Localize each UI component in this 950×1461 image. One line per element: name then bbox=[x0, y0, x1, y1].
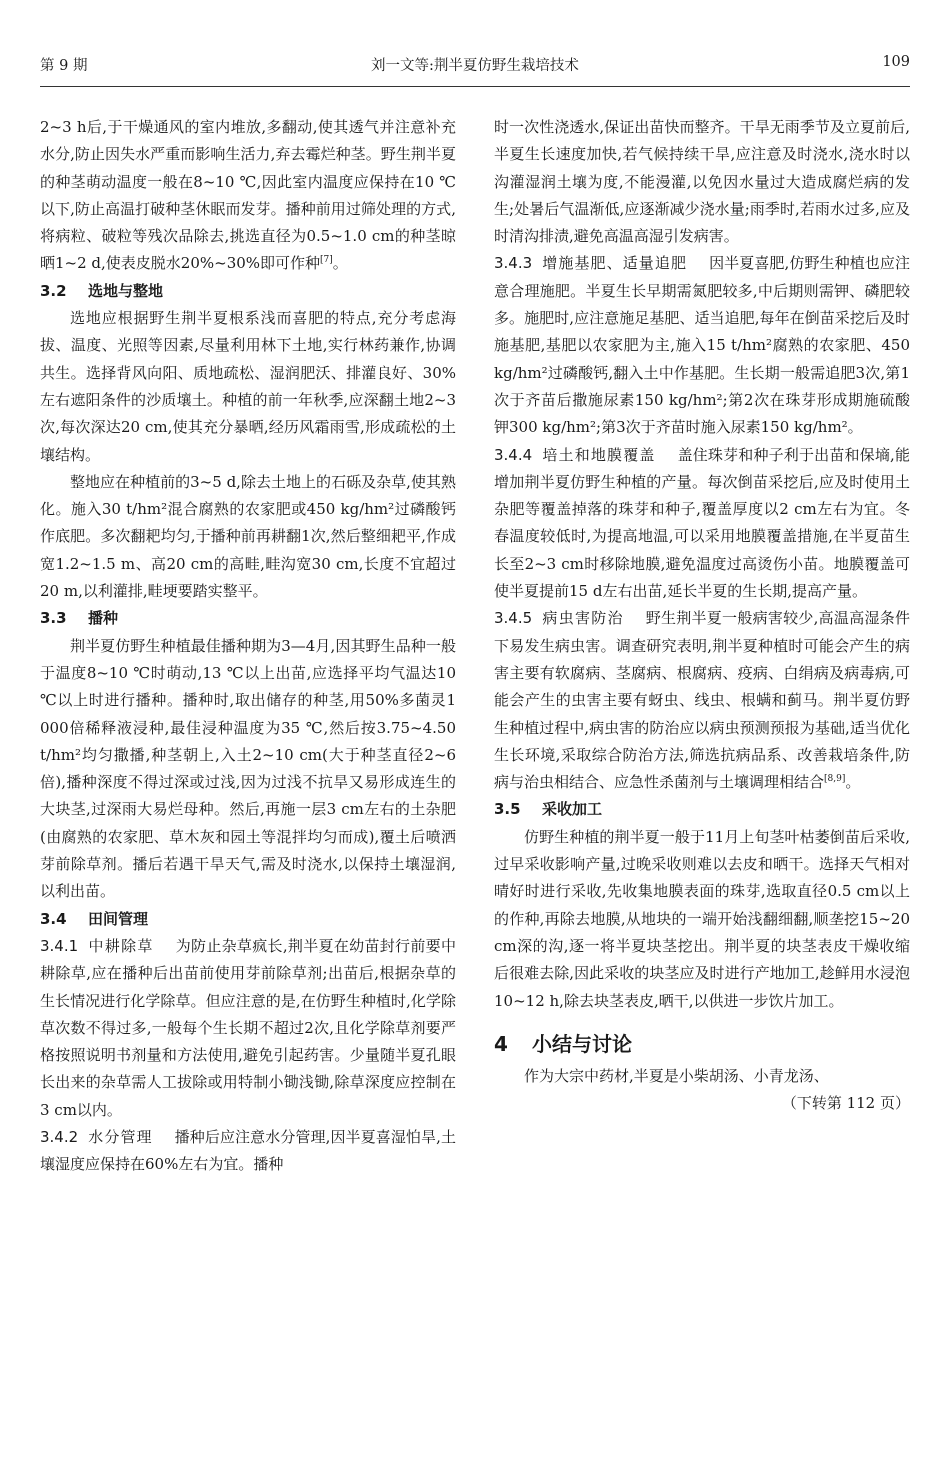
paragraph-water-management: 3.4.2 水分管理 播种后应注意水分管理,因半夏喜湿怕旱,土壤湿度应保持在60%左右为宜。播种 bbox=[40, 1127, 456, 1174]
paragraph-land-prep: 整地应在种植前的3~5 d,除去土地上的石砾及杂草,使其熟化。施入30 t/hm²混合腐熟的农家肥或450 kg/hm²过磷酸钙作底肥。多次翻耙均匀,于播种前再耕翻1次,然后整细耙平,作成宽1.2~1.5 m、高20 cm的高畦,畦沟宽30 cm,长度不宜超过20 m,以利灌排,畦埂要踏实整平。 bbox=[40, 472, 456, 601]
paragraph-mulching: 3.4.4 培土和地膜覆盖 盖住珠芽和种子利于出苗和保墒,能增加荆半夏仿野生种植的产量。每次倒苗采挖后,应及时使用土杂肥等覆盖掉落的珠芽和种子,覆盖厚度以2 cm左右为宜。冬春温度较低时,为提高地温,可以采用地膜覆盖措施,在半夏苗生长至2~3 cm时移除地膜,避免温度过高烫伤小苗。地膜覆盖可使半夏提前15 d左右出苗,延长半夏的生长期,提高产量。 bbox=[494, 445, 910, 601]
paragraph-fertilization: 3.4.3 增施基肥、适量追肥 因半夏喜肥,仿野生种植也应注意合理施肥。半夏生长早期需氮肥较多,中后期则需钾、磷肥较多。施肥时,应注意施足基肥、适当追肥,每年在倒苗采挖后及时施基肥,基肥以农家肥为主,施入15 t/hm²腐熟的农家肥、450 kg/hm²过磷酸钙,翻入土中作基肥。生长期一般需追肥3次,第1次于齐苗后撒施尿素150 kg/hm²;第2次在珠芽形成期施硫酸钾300 kg/hm²;第3次于齐苗时施入尿素150 kg/hm²。 bbox=[494, 254, 910, 437]
subsection-number-3-4-5: 3.4.5 bbox=[494, 609, 533, 628]
subsection-title-3-4-3: 增施基肥、适量追肥 bbox=[542, 254, 688, 273]
citation-ref: [8,9] bbox=[824, 774, 846, 785]
paragraph-water-management-cont: 时一次性浇透水,保证出苗快而整齐。干旱无雨季节及立夏前后,半夏生长速度加快,若气候持续干旱,应注意及时浇水,浇水时以沟灌湿润土壤为度,不能漫灌,以免因水量过大造成腐烂病的发生;处暑后气温渐低,应逐渐减少浇水量;雨季时,若雨水过多,应及时清沟排渍,避免高温高湿引发病害。 bbox=[494, 118, 910, 246]
citation-ref: [7] bbox=[320, 255, 333, 266]
section-heading-3-3: 3.3 播种 bbox=[40, 609, 119, 628]
subsection-title-3-4-2: 水分管理 bbox=[88, 1127, 153, 1146]
subsection-title-3-4-5: 病虫害防治 bbox=[542, 609, 624, 628]
subsection-number-3-4-1: 3.4.1 bbox=[40, 936, 79, 955]
left-column bbox=[40, 114, 456, 1179]
header-rule bbox=[40, 86, 910, 87]
paragraph-sowing: 荆半夏仿野生种植最佳播种期为3—4月,因其野生品种一般于温度8~10 ℃时萌动,13 ℃以上出苗,应选择平均气温达10 ℃以上时进行播种。播种时,取出储存的种茎,用50%多菌灵1 000倍稀释液浸种,最佳浸种温度为35 ℃,然后按3.75~4.50 t/hm²均匀撒播,种茎朝上,入土2~10 cm(大于种茎直径2~6倍),播种深度不得过深或过浅,因为过浅不抗旱又易形成连生的大块茎,过深雨大易烂母种。然后,再施一层3 cm左右的土杂肥(由腐熟的农家肥、草木灰和园土等混拌均匀而成),覆土后喷洒芽前除草剂。播后若遇干旱天气,需及时浇水,以保持土壤湿润,以利出苗。 bbox=[40, 636, 456, 901]
section-heading-3-4: 3.4 田间管理 bbox=[40, 909, 149, 928]
subsection-number-3-4-3: 3.4.3 bbox=[494, 254, 533, 273]
right-column bbox=[494, 114, 910, 1117]
running-title: 刘一文等:荆半夏仿野生栽培技术 bbox=[371, 58, 579, 74]
page-number: 109 bbox=[882, 54, 910, 70]
continued-note: （下转第 112 页） bbox=[781, 1094, 910, 1113]
issue-number: 第 9 期 bbox=[40, 58, 88, 74]
paragraph-weeding: 3.4.1 中耕除草 为防止杂草疯长,荆半夏在幼苗封行前要中耕除草,应在播种后出苗前使用芽前除草剂;出苗后,根据杂草的生长情况进行化学除草。但应注意的是,在仿野生种植时,化学除草次数不得过多,一般每个生长期不超过2次,且化学除草剂要严格按照说明书剂量和方法使用,避免引起药害。少量随半夏孔眼长出来的杂草需人工拔除或用特制小锄浅锄,除草深度应控制在3 cm以内。 bbox=[40, 936, 456, 1119]
paragraph-harvest: 仿野生种植的荆半夏一般于11月上旬茎叶枯萎倒苗后采收,过早采收影响产量,过晚采收则难以去皮和晒干。选择天气相对晴好时进行采收,先收集地膜表面的珠芽,选取直径0.5 cm以上的作种,再除去地膜,从地块的一端开始浅翻细翻,顺垄挖15~20 cm深的沟,逐一将半夏块茎挖出。荆半夏的块茎表皮干燥收缩后很难去除,因此采收的块茎应及时进行产地加工,趁鲜用水浸泡10~12 h,除去块茎表皮,晒干,以供进一步饮片加工。 bbox=[494, 827, 910, 1010]
paragraph-site-selection: 选地应根据野生荆半夏根系浅而喜肥的特点,充分考虑海拔、温度、光照等因素,尽量利用林下土地,实行林药兼作,协调共生。选择背风向阳、质地疏松、湿润肥沃、排灌良好、30%左右遮阳条件的沙质壤土。种植的前一年秋季,应深翻土地2~3次,每次深达20 cm,使其充分暴晒,经历风霜雨雪,形成疏松的土壤结构。 bbox=[40, 309, 456, 464]
subsection-number-3-4-4: 3.4.4 bbox=[494, 445, 533, 464]
subsection-number-3-4-2: 3.4.2 bbox=[40, 1127, 79, 1146]
paragraph-seed-storage: 2~3 h后,于干燥通风的室内堆放,多翻动,使其透气并注意补充水分,防止因失水严重而影响生活力,弃去霉烂种茎。野生荆半夏的种茎萌动温度一般在8~10 ℃,因此室内温度应保持在10 ℃以下,防止高温打破种茎休眠而发芽。播种前用过筛处理的方式,将病粒、破粒等残次品除去,挑选直径为0.5~1.0 cm的种茎晾晒1~2 d,使表皮脱水20%~30%即可作种[7]。 bbox=[40, 118, 456, 273]
paragraph-pest-control: 3.4.5 病虫害防治 野生荆半夏一般病害较少,高温高湿条件下易发生病虫害。调查研究表明,荆半夏种植时可能会产生的病害主要有软腐病、茎腐病、根腐病、疫病、白绢病及病毒病,可能会产生的虫害主要有蚜虫、线虫、根螨和蓟马。荆半夏仿野生种植过程中,病虫害的防治应以病虫预测预报为基础,适当优化生长环境,采取综合防治方法,筛选抗病品系、改善栽培条件,防病与治虫相结合、应急性杀菌剂与土壤调理相结合[8,9]。 bbox=[494, 609, 910, 792]
running-header bbox=[40, 54, 910, 80]
paragraph-conclusion: 作为大宗中药材,半夏是小柴胡汤、小青龙汤、 bbox=[524, 1066, 829, 1085]
section-heading-3-5: 3.5 采收加工 bbox=[494, 800, 603, 819]
section-heading-4: 4 小结与讨论 bbox=[494, 1031, 632, 1056]
subsection-title-3-4-1: 中耕除草 bbox=[88, 936, 154, 955]
section-heading-3-2: 3.2 选地与整地 bbox=[40, 281, 164, 300]
subsection-title-3-4-4: 培土和地膜覆盖 bbox=[542, 445, 656, 464]
